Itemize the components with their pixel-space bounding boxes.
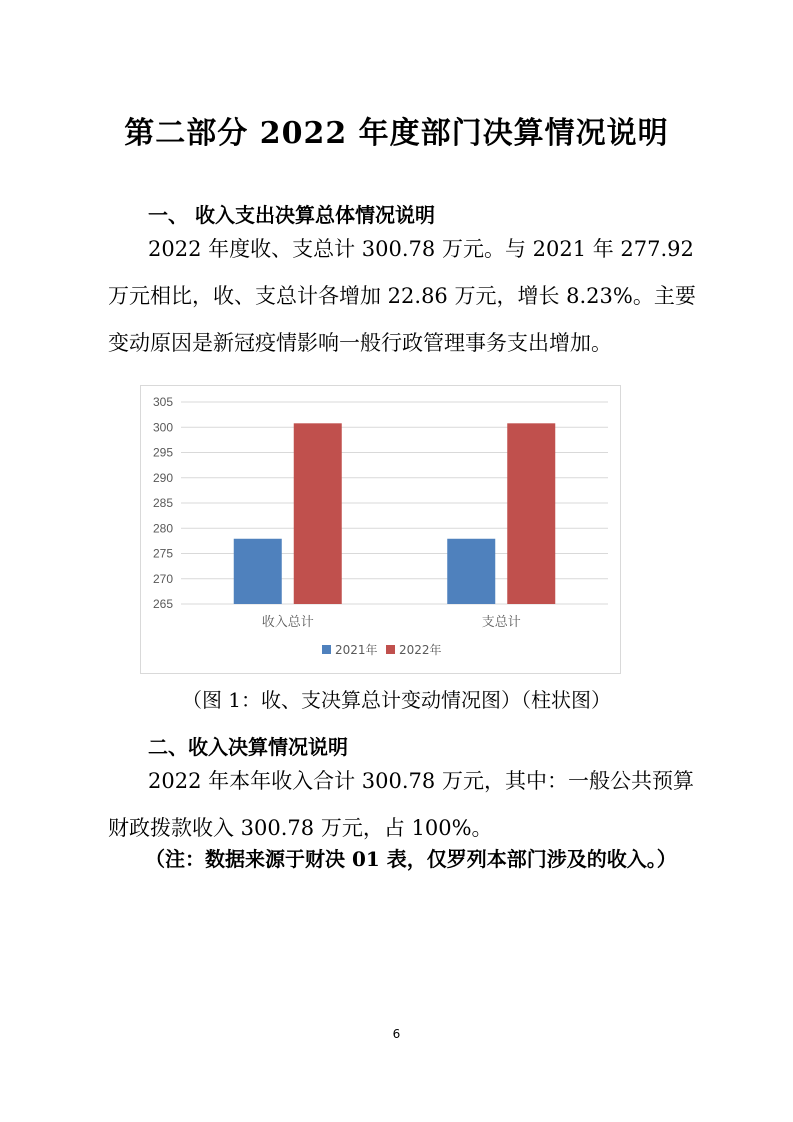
- x-category-label-1: 支总计: [481, 615, 521, 630]
- section-2-heading: 二、收入决算情况说明: [148, 735, 348, 759]
- bar-chart: [140, 385, 621, 674]
- y-tick-label-8: 305: [152, 395, 173, 409]
- bar-1-0: [447, 539, 495, 604]
- figure-caption: （图 1：收、支决算总计变动情况图）（柱状图）: [181, 688, 612, 712]
- section-1-heading: 一、 收入支出决算总体情况说明: [148, 203, 435, 227]
- y-tick-label-3: 280: [152, 521, 173, 536]
- page-number: 6: [392, 1027, 401, 1041]
- legend-label-1: 2022年: [399, 643, 442, 657]
- legend-label-0: 2021年: [335, 643, 378, 657]
- page-title: 第二部分 2022 年度部门决算情况说明: [124, 116, 669, 151]
- bar-1-1: [507, 423, 555, 604]
- bar-0-1: [294, 423, 342, 604]
- bar-0-0: [234, 539, 282, 604]
- y-tick-label-4: 285: [152, 496, 173, 510]
- section-1-paragraph: [108, 226, 713, 367]
- section-2-text: 2022 年本年收入合计 300.78 万元，其中：一般公共预算财政拨款收入 300.78 万元，占 100%。: [108, 769, 694, 840]
- y-tick-label-2: 275: [152, 546, 173, 561]
- y-tick-label-5: 290: [152, 470, 173, 485]
- chart-canvas: [141, 386, 622, 675]
- section-2-paragraph: [108, 758, 713, 852]
- data-source-note: （注：数据来源于财决 01 表，仅罗列本部门涉及的收入。）: [145, 847, 677, 871]
- y-tick-label-1: 270: [152, 571, 173, 586]
- legend-swatch-0: [322, 645, 331, 654]
- y-tick-label-6: 295: [152, 445, 173, 460]
- x-category-label-0: 收入总计: [261, 615, 314, 630]
- y-tick-label-0: 265: [152, 597, 173, 611]
- y-tick-label-7: 300: [152, 420, 173, 435]
- section-1-text: 2022 年度收、支总计 300.78 万元。与 2021 年 277.92 万元相比，收、支总计各增加 22.86 万元，增长 8.23%。主要变动原因是新冠疫情影响一般行政管理事务支出增加。: [108, 237, 696, 355]
- legend-swatch-1: [386, 645, 395, 654]
